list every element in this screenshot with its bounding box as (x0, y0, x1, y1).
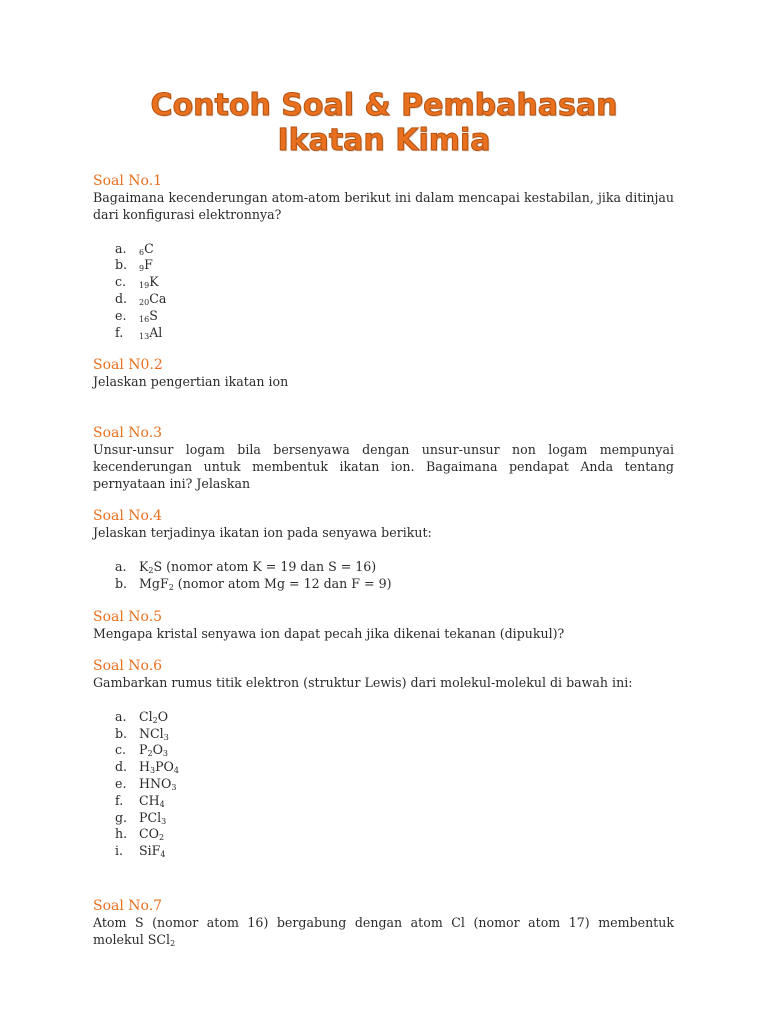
option-marker: e. (115, 775, 127, 791)
title-line-1: Contoh Soal & Pembahasan (150, 88, 618, 123)
option-marker: b. (115, 257, 128, 273)
question-4 (93, 507, 674, 592)
subscript: 6 (139, 247, 145, 257)
option-item (93, 274, 674, 291)
question-title: Soal N0.2 (93, 357, 163, 373)
option-text (139, 793, 165, 808)
text-run: H (139, 759, 150, 775)
option-item (93, 759, 674, 776)
subscript: 3 (163, 732, 169, 742)
question-title: Soal No.5 (93, 609, 163, 625)
option-item (93, 776, 674, 793)
option-text (139, 274, 159, 289)
option-item (93, 793, 674, 810)
text-run: O (152, 742, 163, 758)
option-marker: g. (115, 809, 128, 825)
option-text (139, 241, 154, 256)
option-marker: b. (115, 575, 128, 591)
text-run: K (139, 558, 149, 574)
question-6 (93, 657, 674, 860)
option-item (93, 257, 674, 274)
text-run: Atom S (nomor atom 16) bergabung dengan atom Cl (nomor atom 17) membentuk molekul SCl (93, 915, 674, 947)
title-line-2: Ikatan Kimia (277, 123, 491, 158)
option-item (93, 241, 674, 258)
question-title: Soal No.4 (93, 508, 163, 524)
text-run: O (157, 708, 169, 724)
option-text (139, 291, 166, 306)
question-1 (93, 172, 674, 341)
subscript: 2 (152, 715, 158, 725)
option-item (93, 291, 674, 308)
option-item (93, 576, 674, 593)
option-item (93, 810, 674, 827)
option-text (139, 826, 164, 841)
option-text (139, 559, 376, 574)
option-text (139, 810, 166, 825)
subscript: 4 (173, 766, 179, 776)
subscript: 2 (168, 582, 174, 592)
text-run: C (144, 240, 154, 256)
subscript: 13 (139, 331, 150, 341)
option-text (139, 843, 166, 858)
option-marker: i. (115, 843, 124, 859)
question-text: Jelaskan terjadinya ikatan ion pada senyawa berikut: (93, 525, 432, 540)
question-7 (93, 897, 674, 953)
option-text (139, 576, 392, 591)
question-title: Soal No.1 (93, 173, 163, 189)
option-item (93, 726, 674, 743)
text-run: F (144, 257, 153, 273)
text-run: CH (139, 792, 160, 808)
question-title: Soal No.6 (93, 658, 163, 674)
option-marker: a. (115, 240, 127, 256)
text-run: NCl (139, 725, 164, 741)
subscript: 3 (161, 816, 167, 826)
option-list (93, 241, 674, 342)
question-title: Soal No.3 (93, 425, 163, 441)
option-text (139, 257, 153, 272)
option-marker: f. (115, 792, 124, 808)
option-marker: a. (115, 708, 127, 724)
subscript: 4 (159, 799, 165, 809)
option-marker: c. (115, 742, 127, 758)
subscript: 2 (158, 833, 165, 843)
text-run: CO (139, 826, 159, 842)
text-run: (nomor atom Mg = 12 dan F = 9) (173, 575, 392, 591)
subscript: 3 (162, 749, 168, 759)
subscript: 19 (139, 281, 150, 291)
option-text (139, 726, 169, 741)
subscript: 2 (147, 749, 153, 759)
question-text: Unsur-unsur logam bila bersenyawa dengan unsur-unsur non logam mempunyai kecenderungan untuk membentuk ikatan ion. Bagaimana pendapat Anda tentang pernyataan ini? Jelaskan (93, 442, 674, 491)
option-text (139, 709, 168, 724)
question-text: Gambarkan rumus titik elektron (struktur Lewis) dari molekul-molekul di bawah ini: (93, 675, 633, 690)
option-item (93, 559, 674, 576)
subscript: 4 (160, 850, 166, 860)
subscript: 2 (148, 565, 154, 575)
option-list (93, 709, 674, 860)
question-5 (93, 608, 674, 643)
text-run: K (149, 274, 159, 290)
text-run: PCl (139, 809, 162, 825)
text-run: MgF (139, 575, 169, 591)
question-text: Jelaskan pengertian ikatan ion (93, 374, 289, 389)
subscript: 2 (170, 938, 176, 948)
text-run: Ca (149, 290, 167, 306)
option-item (93, 325, 674, 342)
text-run: P (139, 742, 148, 758)
question-2 (93, 356, 674, 391)
text-run: Al (149, 324, 163, 340)
subscript: 20 (139, 297, 150, 307)
option-marker: a. (115, 558, 127, 574)
question-title: Soal No.7 (93, 898, 163, 914)
option-text (139, 308, 158, 323)
option-item (93, 308, 674, 325)
option-item (93, 843, 674, 860)
text-run: Cl (139, 708, 153, 724)
text-run: S (nomor atom K = 19 dan S = 16) (153, 558, 377, 574)
option-marker: d. (115, 290, 128, 306)
option-text (139, 759, 179, 774)
text-run: S (149, 307, 158, 323)
question-text (93, 915, 674, 953)
option-text (139, 325, 162, 340)
option-marker: h. (115, 826, 128, 842)
option-marker: f. (115, 324, 124, 340)
question-text: Bagaimana kecenderungan atom-atom berikut ini dalam mencapai kestabilan, jika ditinjau dari konfigurasi elektronnya? (93, 190, 674, 222)
subscript: 9 (139, 264, 145, 274)
option-marker: c. (115, 274, 127, 290)
text-run: PO (155, 759, 174, 775)
subscript: 16 (139, 314, 150, 324)
option-item (93, 826, 674, 843)
text-run: SiF (139, 843, 161, 859)
document-title (0, 88, 768, 158)
option-text (139, 776, 176, 791)
option-marker: d. (115, 759, 128, 775)
option-item (93, 709, 674, 726)
text-run: HNO (139, 775, 172, 791)
option-item (93, 742, 674, 759)
option-marker: e. (115, 307, 127, 323)
option-marker: b. (115, 725, 128, 741)
subscript: 3 (171, 782, 177, 792)
option-list (93, 559, 674, 593)
option-text (139, 742, 168, 757)
question-3 (93, 424, 674, 492)
subscript: 3 (149, 766, 156, 776)
question-text: Mengapa kristal senyawa ion dapat pecah jika dikenai tekanan (dipukul)? (93, 626, 565, 641)
